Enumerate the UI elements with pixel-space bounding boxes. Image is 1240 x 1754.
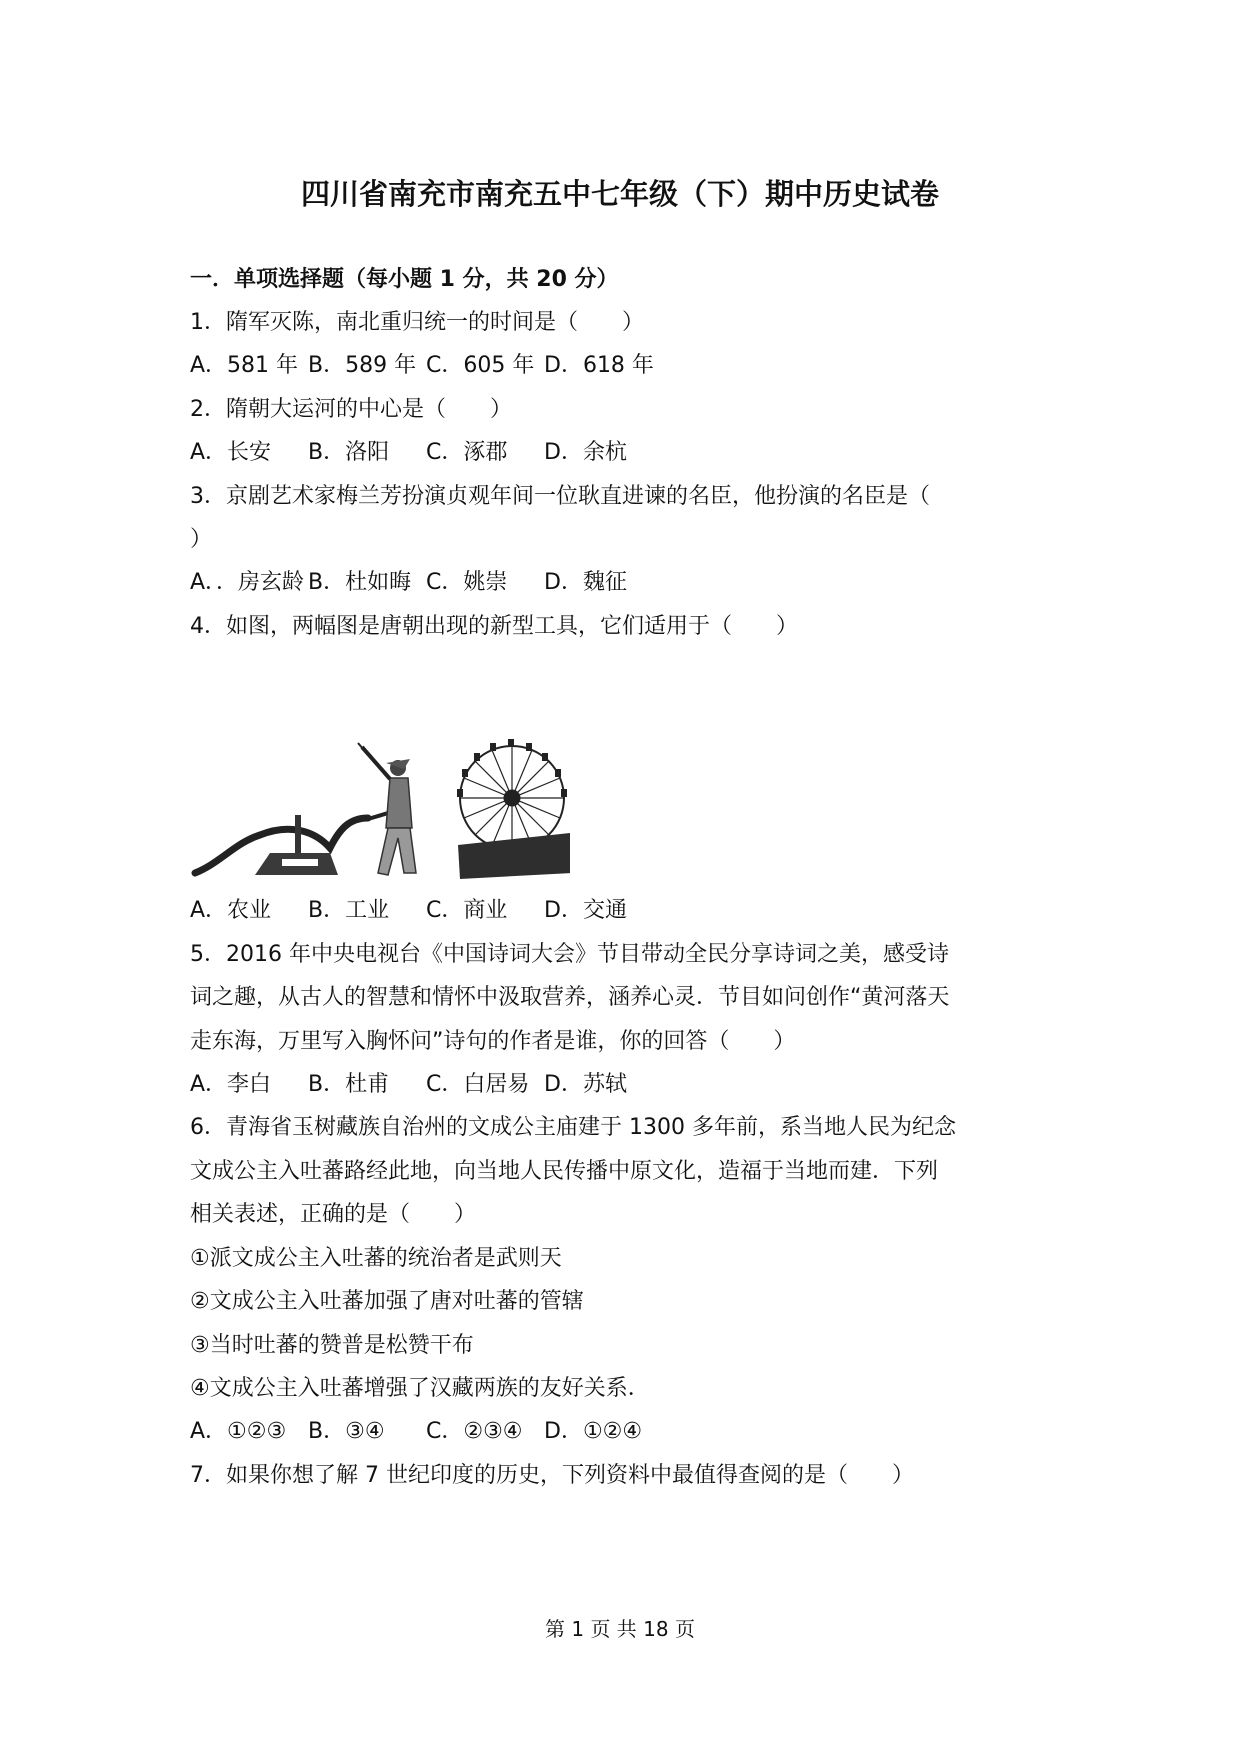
option-a: A．581 年 [190,353,299,378]
question-3-stem-line-2: ） [190,527,213,552]
page-footer: 第 1 页 共 18 页 [545,1617,695,1641]
option-d: D．魏征 [544,570,627,595]
option-c: C．605 年 [426,353,535,378]
question-5-options [190,1071,627,1099]
question-3-stem-line-1: 3．京剧艺术家梅兰芳扮演贞观年间一位耿直进谏的名臣，他扮演的名臣是（ [190,484,930,509]
plow-waterwheel-illustration [190,733,570,881]
option-c: C．②③④ [426,1419,523,1444]
waterwheel-icon [457,739,570,879]
option-d: D．余杭 [544,440,627,465]
option-a: A．农业 [190,898,272,923]
question-1-stem: 1．隋军灭陈，南北重归统一的时间是（ ） [190,310,644,335]
question-6-statement-2: ②文成公主入吐蕃加强了唐对吐蕃的管辖 [190,1289,584,1314]
option-d: D．苏轼 [544,1072,627,1097]
question-4-options [190,897,627,925]
option-c: C．白居易 [426,1072,530,1097]
question-6-statement-1: ①派文成公主入吐蕃的统治者是武则天 [190,1246,562,1271]
question-5-stem-line-3: 走东海，万里写入胸怀问”诗句的作者是谁，你的回答（ ） [190,1029,796,1054]
question-6-statement-3: ③当时吐蕃的赞普是松赞干布 [190,1333,474,1358]
option-a: A．．房玄龄 [190,570,305,595]
option-d: D．①②④ [544,1419,643,1444]
question-4-stem: 4．如图，两幅图是唐朝出现的新型工具，它们适用于（ ） [190,614,798,639]
question-1-options [190,352,654,380]
question-6-stem-line-3: 相关表述，正确的是（ ） [190,1202,477,1227]
option-b: B．③④ [308,1419,385,1444]
question-6-statement-4: ④文成公主入吐蕃增强了汉藏两族的友好关系． [190,1376,650,1401]
option-b: B．杜如晦 [308,570,412,595]
option-b: B．杜甫 [308,1072,390,1097]
question-3-options [190,569,627,597]
option-b: B．工业 [308,898,390,923]
option-a: A．长安 [190,440,272,465]
option-d: D．交通 [544,898,627,923]
question-5-stem-line-2: 词之趣，从古人的智慧和情怀中汲取营养，涵养心灵．节目如问创作“黄河落天 [190,985,950,1010]
option-a: A．①②③ [190,1419,287,1444]
option-b: B．洛阳 [308,440,390,465]
question-4-figure [190,733,570,881]
question-6-options [190,1418,642,1446]
option-b: B．589 年 [308,353,417,378]
option-a: A．李白 [190,1072,272,1097]
option-c: C．姚崇 [426,570,508,595]
question-2-options [190,439,627,467]
question-6-stem-line-1: 6．青海省玉树藏族自治州的文成公主庙建于 1300 多年前，系当地人民为纪念 [190,1115,956,1140]
curved-plow-icon [195,743,416,875]
question-2-stem: 2．隋朝大运河的中心是（ ） [190,397,512,422]
option-c: C．涿郡 [426,440,508,465]
exam-title: 四川省南充市南充五中七年级（下）期中历史试卷 [300,177,939,211]
question-5-stem-line-1: 5．2016 年中央电视台《中国诗词大会》节目带动全民分享诗词之美，感受诗 [190,942,949,967]
option-d: D．618 年 [544,353,654,378]
section-heading: 一．单项选择题（每小题 1 分，共 20 分） [190,267,619,292]
question-6-stem-line-2: 文成公主入吐蕃路经此地，向当地人民传播中原文化，造福于当地而建．下列 [190,1159,939,1184]
option-c: C．商业 [426,898,508,923]
question-7-stem: 7．如果你想了解 7 世纪印度的历史，下列资料中最值得查阅的是（ ） [190,1463,914,1488]
